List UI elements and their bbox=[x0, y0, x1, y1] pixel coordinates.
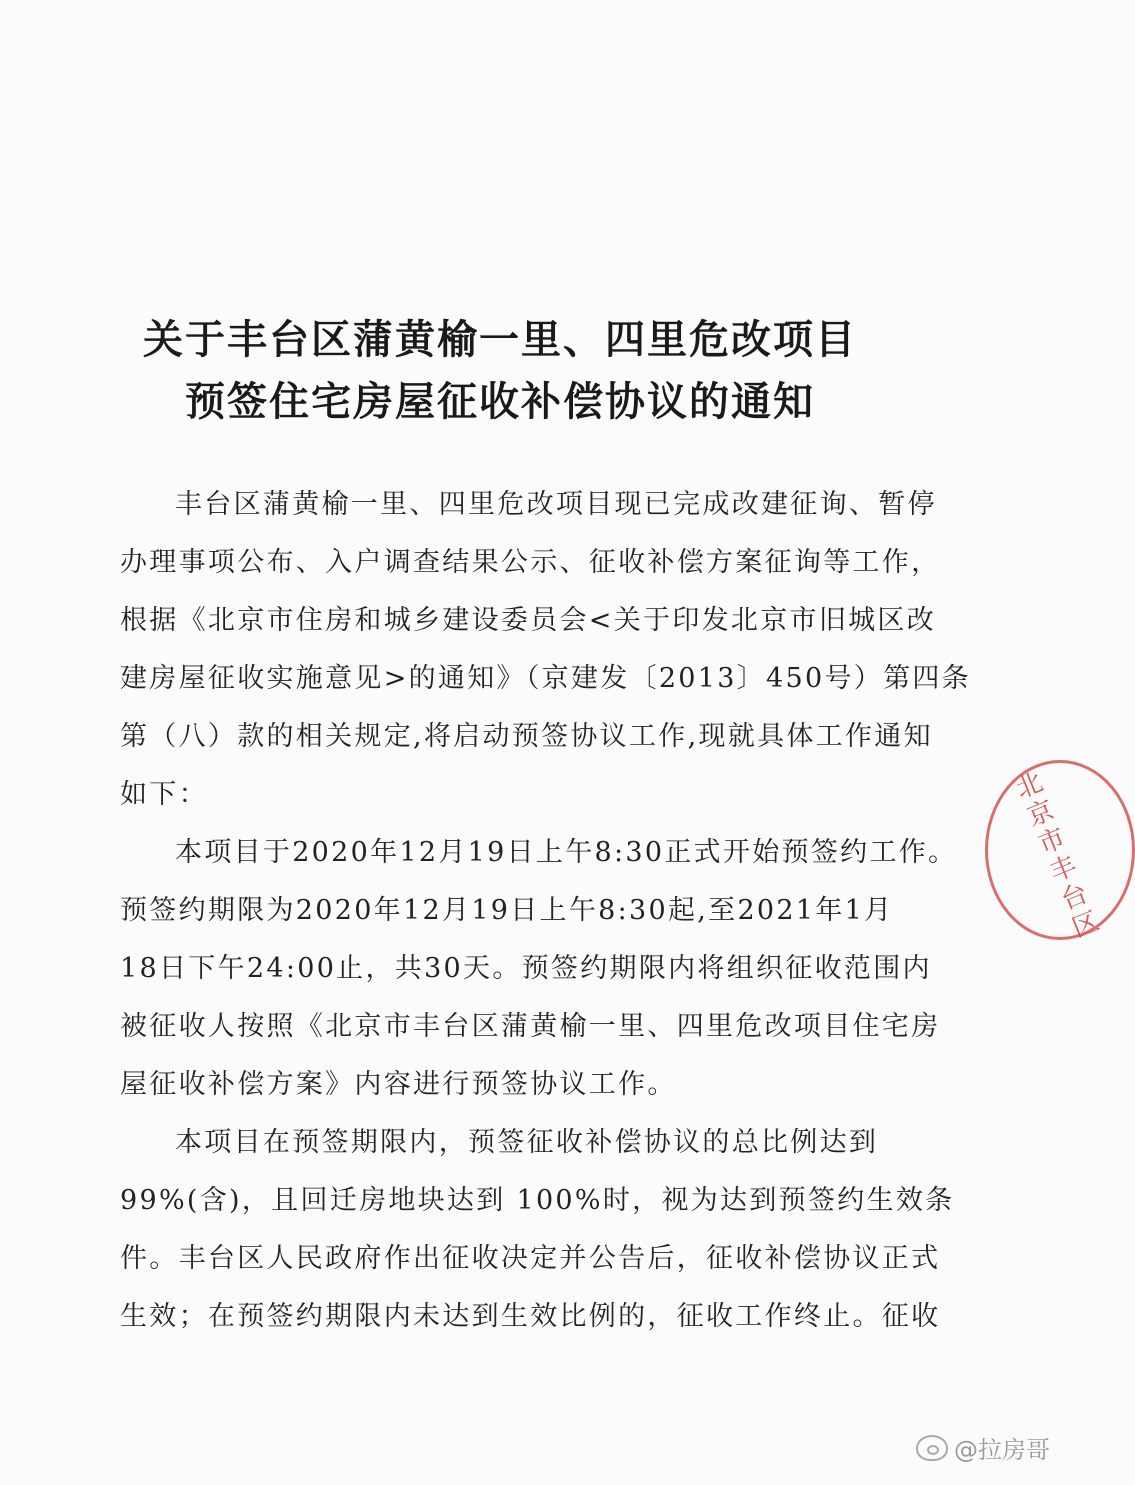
body-line-5: 第（八）款的相关规定,将启动预签协议工作,现就具体工作通知 bbox=[120, 721, 933, 752]
document-title-line-2: 预签住宅房屋征收补偿协议的通知 bbox=[185, 378, 815, 425]
watermark-handle: @拉房哥 bbox=[954, 1436, 1050, 1464]
body-line-3: 根据《北京市住房和城乡建设委员会<关于印发北京市旧城区改 bbox=[120, 605, 937, 636]
official-seal-text: 北京市丰台区 bbox=[1007, 767, 1104, 946]
body-line-13: 99%(含)，且回迁房地块达到 100%时，视为达到预签约生效条 bbox=[120, 1185, 955, 1216]
body-line-2: 办理事项公布、入户调查结果公示、征收补偿方案征询等工作， bbox=[120, 547, 941, 578]
weibo-watermark bbox=[916, 1430, 1050, 1465]
body-line-11: 屋征收补偿方案》内容进行预签协议工作。 bbox=[120, 1069, 677, 1100]
document-title-line-1: 关于丰台区蒲黄榆一里、四里危改项目 bbox=[143, 316, 857, 363]
body-line-10: 被征收人按照《北京市丰台区蒲黄榆一里、四里危改项目住宅房 bbox=[120, 1011, 941, 1042]
body-line-6: 如下： bbox=[120, 779, 208, 810]
body-line-8: 预签约期限为2020年12月19日上午8:30起,至2021年1月 bbox=[120, 895, 894, 926]
body-line-1: 丰台区蒲黄榆一里、四里危改项目现已完成改建征询、暂停 bbox=[175, 489, 937, 520]
body-line-15: 生效；在预签约期限内未达到生效比例的，征收工作终止。征收 bbox=[120, 1301, 941, 1332]
body-line-7: 本项目于2020年12月19日上午8:30正式开始预签约工作。 bbox=[175, 837, 958, 868]
body-line-9: 18日下午24:00止，共30天。预签约期限内将组织征收范围内 bbox=[120, 953, 932, 984]
weibo-icon bbox=[916, 1435, 948, 1461]
body-line-14: 件。丰台区人民政府作出征收决定并公告后，征收补偿协议正式 bbox=[120, 1243, 941, 1274]
body-line-4: 建房屋征收实施意见>的通知》（京建发〔2013〕450号）第四条 bbox=[120, 663, 971, 694]
body-line-12: 本项目在预签期限内，预签征收补偿协议的总比例达到 bbox=[175, 1127, 879, 1158]
